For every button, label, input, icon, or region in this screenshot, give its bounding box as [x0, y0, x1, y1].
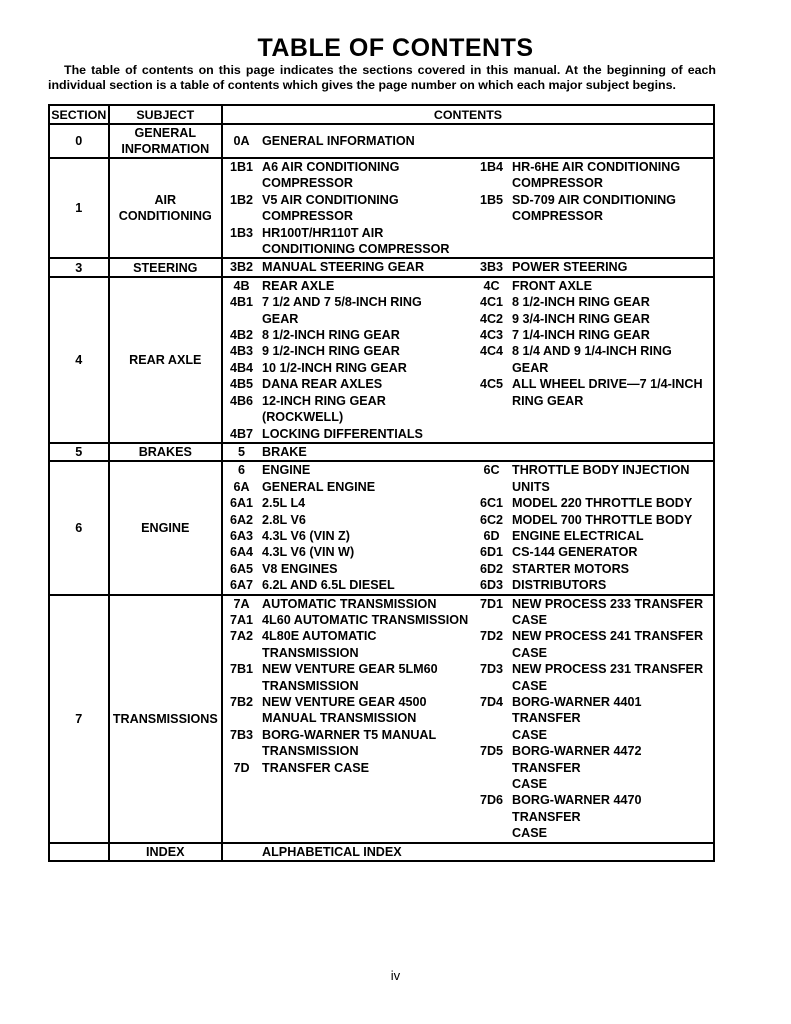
- contents-cell: [222, 443, 714, 461]
- entry-text: NEW VENTURE GEAR 4500: [262, 695, 427, 709]
- contents-column-right: [473, 844, 713, 860]
- contents-column-left: [223, 133, 473, 149]
- section-number: 1: [49, 158, 109, 258]
- entry-code: 4B3: [229, 344, 254, 359]
- entry-text: 4L80E AUTOMATIC: [262, 629, 377, 644]
- subject-line: STEERING: [133, 260, 198, 275]
- intro-line-1: The table of contents on this page indicates the sections covered in this manual. At the beginning of each: [64, 63, 716, 77]
- contents-entry: [473, 743, 713, 776]
- entry-code: [223, 241, 260, 257]
- contents-entry: [473, 694, 713, 727]
- entry-text: BORG-WARNER 4472 TRANSFER: [512, 744, 642, 775]
- entry-text: CASE: [512, 678, 547, 693]
- contents-cell: [222, 595, 714, 843]
- contents-entry: [473, 628, 713, 644]
- table-row: [49, 843, 714, 861]
- subject-line: CONDITIONING: [118, 209, 212, 224]
- subject-line: INFORMATION: [121, 142, 210, 156]
- entry-code: 7B1: [229, 662, 254, 677]
- contents-entry: [223, 278, 473, 294]
- entry-text: COMPRESSOR: [512, 176, 603, 191]
- entry-text: 8 1/2-INCH RING GEAR: [512, 295, 650, 310]
- entry-code: [223, 208, 260, 224]
- entry-code: 6: [237, 463, 245, 478]
- entry-text: GEAR: [262, 311, 299, 326]
- entry-text: BRAKE: [262, 444, 307, 459]
- entry-code: [473, 825, 510, 841]
- entry-text: SD-709 AIR CONDITIONING: [512, 192, 676, 207]
- section-number: [49, 843, 109, 861]
- entry-text: NEW VENTURE GEAR 5LM60: [262, 662, 438, 677]
- subject-cell: [109, 124, 222, 158]
- entry-text: 4L60 AUTOMATIC TRANSMISSION: [262, 612, 469, 627]
- entry-code: [223, 678, 260, 694]
- subject-line: TRANSMISSIONS: [112, 711, 218, 726]
- contents-entry: [473, 561, 713, 577]
- entry-text: 12-INCH RING GEAR: [262, 393, 386, 408]
- contents-entry: [473, 259, 713, 275]
- entry-text: ENGINE ELECTRICAL: [512, 528, 644, 543]
- entry-text: CS-144 GENERATOR: [512, 545, 638, 560]
- entry-code: [473, 678, 510, 694]
- table-row: [49, 461, 714, 594]
- contents-entry: [473, 612, 713, 628]
- entry-code: 4B1: [229, 295, 254, 310]
- contents-entry: [223, 727, 473, 743]
- contents-entry: [473, 192, 713, 208]
- entry-text: CASE: [512, 727, 547, 742]
- contents-entry: [223, 645, 473, 661]
- contents-entry: [223, 225, 473, 241]
- contents-entry: [223, 175, 473, 191]
- table-row: [49, 158, 714, 258]
- entry-code: 6D2: [479, 561, 504, 576]
- intro-paragraph: [48, 63, 716, 92]
- entry-text: NEW PROCESS 233 TRANSFER: [512, 596, 704, 611]
- entry-text: COMPRESSOR: [262, 209, 353, 224]
- contents-cell: [222, 843, 714, 861]
- contents-entry: [473, 479, 713, 495]
- contents-entry: [223, 577, 473, 593]
- subject-cell: [109, 461, 222, 594]
- contents-entry: [223, 426, 473, 442]
- contents-entry: [223, 327, 473, 343]
- contents-entry: [223, 259, 473, 275]
- subject-line: REAR AXLE: [129, 352, 202, 367]
- table-row: [49, 595, 714, 843]
- entry-text: GENERAL ENGINE: [262, 479, 376, 494]
- entry-code: 7B2: [229, 695, 254, 709]
- entry-text: FRONT AXLE: [512, 278, 592, 293]
- entry-code: 4B6: [229, 393, 254, 408]
- contents-entry: [473, 776, 713, 792]
- header-contents: CONTENTS: [222, 105, 714, 124]
- contents-entry: [223, 512, 473, 528]
- subject-line: ENGINE: [141, 520, 190, 535]
- entry-text: AUTOMATIC TRANSMISSION: [262, 596, 437, 611]
- entry-text: 7 1/4-INCH RING GEAR: [512, 328, 650, 343]
- entry-text: POWER STEERING: [512, 260, 628, 275]
- page-number: iv: [390, 968, 401, 983]
- entry-text: LOCKING DIFFERENTIALS: [262, 426, 423, 441]
- contents-entry: [473, 544, 713, 560]
- contents-entry: [223, 661, 473, 677]
- contents-entry: [223, 678, 473, 694]
- entry-text: A6 AIR CONDITIONING: [262, 160, 400, 174]
- entry-text: TRANSMISSION: [262, 678, 359, 693]
- entry-text: TRANSMISSION: [262, 744, 359, 759]
- contents-column-left: [223, 159, 473, 257]
- contents-entry: [473, 294, 713, 310]
- entry-text: GEAR: [512, 360, 549, 375]
- table-body: [49, 124, 714, 861]
- contents-entry: [473, 825, 713, 841]
- entry-text: 9 3/4-INCH RING GEAR: [512, 311, 650, 326]
- entry-code: 7D3: [479, 662, 504, 677]
- contents-entry: [473, 376, 713, 392]
- entry-code: 0A: [233, 133, 250, 148]
- contents-column-right: [473, 159, 713, 257]
- entry-code: [473, 612, 510, 628]
- contents-entry: [223, 208, 473, 224]
- contents-entry: [223, 393, 473, 409]
- entry-text: CONDITIONING COMPRESSOR: [262, 242, 450, 257]
- contents-entry: [473, 645, 713, 661]
- entry-code: 1B1: [229, 160, 254, 174]
- entry-text: DISTRIBUTORS: [512, 578, 607, 593]
- contents-entry: [223, 311, 473, 327]
- entry-code: [473, 175, 510, 191]
- entry-code: 6A: [233, 479, 250, 494]
- contents-entry: [473, 678, 713, 694]
- subject-cell: [109, 443, 222, 461]
- entry-code: 4C4: [479, 344, 504, 359]
- entry-text: BORG-WARNER T5 MANUAL: [262, 727, 437, 742]
- contents-entry: [473, 175, 713, 191]
- entry-text: 2.8L V6: [262, 512, 306, 527]
- entry-code: [473, 208, 510, 224]
- contents-cell: [222, 124, 714, 158]
- entry-text: MANUAL STEERING GEAR: [262, 260, 425, 275]
- entry-code: 6A7: [229, 578, 254, 593]
- section-number: 3: [49, 258, 109, 276]
- entry-code: [223, 743, 260, 759]
- entry-code: 1B4: [479, 160, 504, 174]
- entry-code: 4C5: [479, 377, 504, 392]
- entry-code: 6D1: [479, 545, 504, 560]
- entry-text: CASE: [512, 645, 547, 660]
- contents-column-right: [473, 462, 713, 593]
- contents-entry: [223, 844, 473, 860]
- contents-entry: [223, 561, 473, 577]
- contents-column-left: [223, 462, 473, 593]
- contents-entry: [473, 159, 713, 175]
- entry-code: 4B: [233, 278, 250, 293]
- contents-entry: [473, 512, 713, 528]
- contents-entry: [473, 208, 713, 224]
- entry-code: 7B3: [229, 727, 254, 742]
- entry-code: 7A1: [229, 612, 254, 627]
- entry-code: [223, 710, 260, 726]
- contents-entry: [223, 192, 473, 208]
- subject-cell: [109, 258, 222, 276]
- contents-entry: [473, 360, 713, 376]
- entry-code: 1B5: [479, 192, 504, 207]
- intro-line-2: individual section is a table of contents which gives the page number on which each major subject begins.: [48, 77, 676, 92]
- contents-entry: [223, 743, 473, 759]
- entry-text: (ROCKWELL): [262, 410, 344, 425]
- entry-code: 4B5: [229, 377, 254, 392]
- contents-table: [48, 104, 715, 862]
- table-row: [49, 124, 714, 158]
- entry-code: 6C1: [479, 496, 504, 511]
- contents-column-right: [473, 133, 713, 149]
- entry-text: REAR AXLE: [262, 278, 335, 293]
- contents-entry: [223, 495, 473, 511]
- contents-entry: [473, 343, 713, 359]
- contents-entry: [473, 792, 713, 825]
- entry-code: [473, 360, 510, 376]
- entry-code: 6C: [483, 463, 500, 478]
- entry-text: STARTER MOTORS: [512, 561, 630, 576]
- entry-code: 3B3: [479, 260, 504, 275]
- section-number: 4: [49, 277, 109, 443]
- contents-entry: [223, 528, 473, 544]
- subject-line: INDEX: [146, 844, 185, 859]
- table-row: [49, 258, 714, 276]
- section-number: 7: [49, 595, 109, 843]
- entry-code: 6D: [483, 528, 500, 543]
- entry-code: 7D4: [479, 695, 504, 709]
- entry-code: [223, 311, 260, 327]
- contents-entry: [223, 760, 473, 776]
- contents-column-right: [473, 444, 713, 460]
- contents-entry: [473, 278, 713, 294]
- entry-code: [223, 645, 260, 661]
- subject-cell: [109, 158, 222, 258]
- contents-entry: [223, 133, 473, 149]
- entry-text: TRANSFER CASE: [262, 760, 370, 775]
- contents-entry: [223, 710, 473, 726]
- contents-entry: [473, 727, 713, 743]
- entry-code: 7D5: [479, 744, 504, 759]
- contents-entry: [223, 241, 473, 257]
- entry-text: 9 1/2-INCH RING GEAR: [262, 344, 400, 359]
- entry-text: CASE: [512, 777, 547, 792]
- entry-code: [473, 776, 510, 792]
- entry-text: HR-6HE AIR CONDITIONING: [512, 160, 681, 174]
- contents-entry: [473, 495, 713, 511]
- entry-code: 6A3: [229, 528, 254, 543]
- table-row: [49, 277, 714, 443]
- entry-text: CASE: [512, 826, 547, 841]
- entry-text: BORG-WARNER 4401 TRANSFER: [512, 695, 642, 726]
- entry-code: 6D3: [479, 578, 504, 593]
- entry-text: DANA REAR AXLES: [262, 377, 383, 392]
- entry-code: [473, 645, 510, 661]
- contents-entry: [223, 694, 473, 710]
- section-number: 0: [49, 124, 109, 158]
- entry-text: MODEL 220 THROTTLE BODY: [512, 496, 693, 511]
- entry-code: 4C3: [479, 328, 504, 343]
- entry-text: THROTTLE BODY INJECTION: [512, 463, 690, 478]
- contents-entry: [223, 612, 473, 628]
- section-number: 6: [49, 461, 109, 594]
- contents-cell: [222, 461, 714, 594]
- entry-code: 6A5: [229, 561, 254, 576]
- entry-code: 4C1: [479, 295, 504, 310]
- contents-entry: [473, 577, 713, 593]
- contents-entry: [223, 444, 473, 460]
- entry-text: RING GEAR: [512, 393, 584, 408]
- entry-code: 6A4: [229, 545, 254, 560]
- contents-entry: [223, 360, 473, 376]
- entry-code: 5: [237, 444, 245, 459]
- header-subject: SUBJECT: [109, 105, 222, 124]
- entry-code: 7A: [233, 596, 250, 611]
- contents-entry: [223, 409, 473, 425]
- entry-text: ALL WHEEL DRIVE—7 1/4-INCH: [512, 377, 703, 392]
- subject-cell: [109, 595, 222, 843]
- contents-entry: [473, 327, 713, 343]
- contents-entry: [473, 311, 713, 327]
- entry-text: NEW PROCESS 231 TRANSFER: [512, 662, 704, 677]
- entry-text: 4.3L V6 (VIN W): [262, 545, 355, 560]
- contents-entry: [223, 462, 473, 478]
- header-row: [49, 105, 714, 124]
- contents-entry: [223, 376, 473, 392]
- contents-column-left: [223, 278, 473, 442]
- contents-entry: [223, 544, 473, 560]
- entry-code: 1B2: [229, 192, 254, 207]
- subject-line: BRAKES: [138, 445, 192, 460]
- contents-entry: [223, 294, 473, 310]
- contents-cell: [222, 158, 714, 258]
- contents-entry: [473, 393, 713, 409]
- entry-code: 7D6: [479, 793, 504, 808]
- contents-column-right: [473, 259, 713, 275]
- entry-code: [473, 727, 510, 743]
- entry-text: 8 1/2-INCH RING GEAR: [262, 328, 400, 343]
- entry-code: 4B7: [229, 426, 254, 441]
- entry-text: COMPRESSOR: [512, 209, 603, 224]
- entry-text: COMPRESSOR: [262, 176, 353, 191]
- entry-text: 10 1/2-INCH RING GEAR: [262, 360, 407, 375]
- entry-text: V8 ENGINES: [262, 561, 338, 576]
- entry-text: 2.5L L4: [262, 496, 306, 511]
- subject-line: GENERAL: [134, 126, 197, 140]
- entry-code: 7D1: [479, 596, 504, 611]
- contents-column-right: [473, 278, 713, 442]
- entry-code: 7A2: [229, 629, 254, 644]
- contents-column-right: [473, 596, 713, 842]
- entry-code: [223, 175, 260, 191]
- entry-text: 8 1/4 AND 9 1/4-INCH RING: [512, 344, 672, 359]
- entry-code: 6A1: [229, 496, 254, 511]
- contents-column-left: [223, 844, 473, 860]
- contents-entry: [473, 661, 713, 677]
- contents-entry: [223, 343, 473, 359]
- entry-code: 7D: [233, 760, 250, 775]
- contents-column-left: [223, 444, 473, 460]
- entry-text: 6.2L AND 6.5L DIESEL: [262, 578, 395, 593]
- entry-code: 4B2: [229, 328, 254, 343]
- subject-cell: [109, 843, 222, 861]
- subject-line: AIR: [154, 193, 177, 208]
- entry-code: 3B2: [229, 260, 254, 275]
- entry-text: 4.3L V6 (VIN Z): [262, 528, 350, 543]
- entry-code: 6C2: [479, 512, 504, 527]
- contents-entry: [473, 596, 713, 612]
- page-title: TABLE OF CONTENTS: [257, 34, 534, 62]
- entry-text: ENGINE: [262, 463, 311, 478]
- entry-text: UNITS: [512, 479, 550, 494]
- contents-entry: [473, 462, 713, 478]
- subject-cell: [109, 277, 222, 443]
- entry-code: 1B3: [229, 225, 254, 240]
- entry-text: MANUAL TRANSMISSION: [262, 711, 417, 726]
- entry-text: CASE: [512, 612, 547, 627]
- contents-cell: [222, 277, 714, 443]
- contents-column-left: [223, 596, 473, 842]
- entry-code: [473, 479, 510, 495]
- entry-code: 4C2: [479, 311, 504, 326]
- table-row: [49, 443, 714, 461]
- entry-text: HR100T/HR110T AIR: [262, 225, 384, 240]
- entry-code: [473, 393, 510, 409]
- contents-entry: [223, 479, 473, 495]
- entry-text: V5 AIR CONDITIONING: [262, 192, 399, 207]
- entry-text: 7 1/2 AND 7 5/8-INCH RING: [262, 295, 422, 310]
- contents-entry: [473, 528, 713, 544]
- entry-text: GENERAL INFORMATION: [262, 133, 415, 148]
- entry-code: 4C: [483, 278, 500, 293]
- entry-text: TRANSMISSION: [262, 645, 359, 660]
- entry-text: MODEL 700 THROTTLE BODY: [512, 512, 693, 527]
- section-number: 5: [49, 443, 109, 461]
- entry-code: 4B4: [229, 360, 254, 375]
- entry-code: [223, 409, 260, 425]
- entry-text: BORG-WARNER 4470 TRANSFER: [512, 793, 642, 824]
- contents-column-left: [223, 259, 473, 275]
- contents-entry: [223, 596, 473, 612]
- contents-cell: [222, 258, 714, 276]
- contents-entry: [223, 628, 473, 644]
- entry-code: 6A2: [229, 512, 254, 527]
- header-section: SECTION: [49, 105, 109, 124]
- entry-code: [223, 844, 260, 860]
- entry-text: NEW PROCESS 241 TRANSFER: [512, 629, 704, 644]
- entry-code: 7D2: [479, 629, 504, 644]
- entry-text: ALPHABETICAL INDEX: [262, 844, 402, 859]
- contents-entry: [223, 159, 473, 175]
